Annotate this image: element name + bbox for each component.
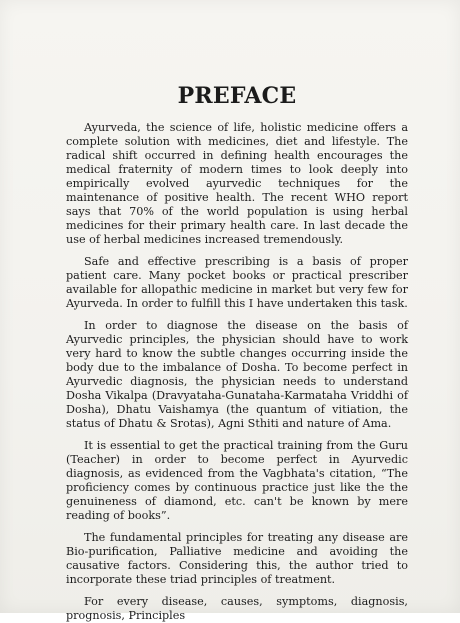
paragraph-4: It is essential to get the practical training from the Guru (Teacher) in order to become perfect in Ayurvedic diagnosis, as evidenced from the Vagbhata's citation, “The proficiency comes by continuous practice just like the the genuineness of diamond, etc. can't be known by mere reading of books”.	[66, 439, 408, 522]
page-title: PREFACE	[177, 83, 297, 109]
paragraph-5: The fundamental principles for treating any disease are Bio-purification, Palliative medicine and avoiding the causative factors. Considering this, the author tried to incorporate these triad principles of treatment.	[66, 531, 408, 586]
paragraph-2: Safe and effective prescribing is a basis of proper patient care. Many pocket books or practical prescriber available for allopathic medicine in market but very few for Ayurveda. In order to fulfill this I have undertaken this task.	[66, 255, 408, 310]
paragraph-3: In order to diagnose the disease on the basis of Ayurvedic principles, the physician should have to work very hard to know the subtle changes occurring inside the body due to the imbalance of Dosha. To become perfect in Ayurvedic diagnosis, the physician needs to understand Dosha Vikalpa (Dravyataha-Gunataha-Karmataha Vriddhi of Dosha), Dhatu Vaishamya (the quantum of vitiation, the status of Dhatu & Srotas), Agni Sthiti and nature of Ama.	[66, 319, 408, 430]
paragraph-6: For every disease, causes, symptoms, diagnosis, prognosis, Principles	[66, 595, 408, 622]
paragraph-1: Ayurveda, the science of life, holistic medicine offers a complete solution with medicines, diet and lifestyle. The radical shift occurred in defining health encourages the medical fraternity of modern times to look deeply into empirically evolved ayurvedic techniques for the maintenance of positive health. The recent WHO report says that 70% of the world population is using herbal medicines for their primary health care. In last decade the use of herbal medicines increased tremendously.	[66, 121, 408, 246]
preface-content	[66, 83, 408, 623]
